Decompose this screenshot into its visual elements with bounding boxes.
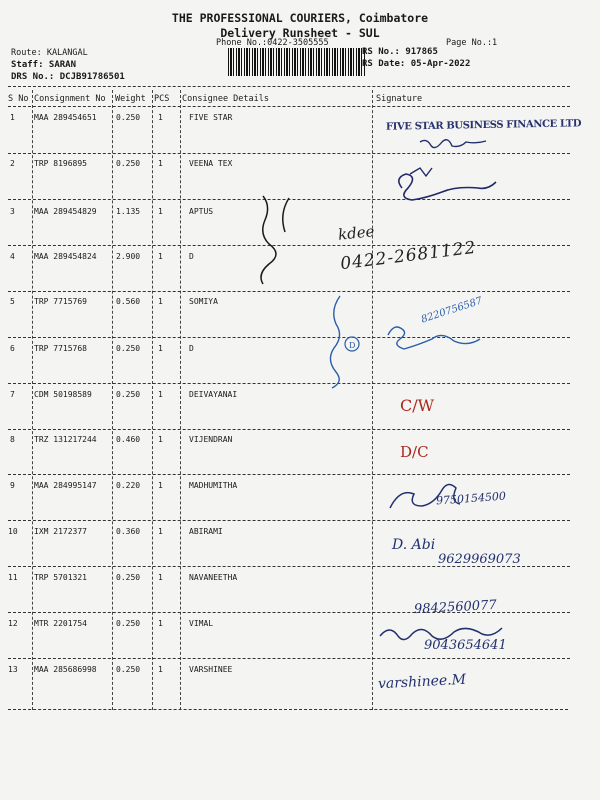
phone-number: Phone No.:0422-3505555: [216, 38, 329, 48]
barcode: [228, 48, 366, 76]
rs-date: RS Date: 05-Apr-2022: [362, 59, 471, 69]
table-row: [0, 435, 600, 455]
row-pcs: 1: [158, 573, 163, 582]
row-pcs: 1: [158, 159, 163, 168]
row-sno: 2: [10, 159, 15, 168]
signatures-svg: [380, 130, 570, 430]
row-consignee: VIMAL: [189, 619, 214, 628]
row-consignee: ABIRAMI: [189, 527, 223, 536]
stamp-five-star: FIVE STAR BUSINESS FINANCE LTD: [385, 118, 582, 133]
row-consignee: SOMIYA: [189, 297, 218, 306]
signature-row2-mark: [410, 168, 432, 176]
row-consignment: TRP 7715769: [34, 297, 87, 306]
rs-number: RS No.: 917865: [362, 47, 438, 57]
row-rule: [8, 474, 570, 475]
row-consignment: TRP 8196895: [34, 159, 87, 168]
row-consignment: TRP 7715768: [34, 344, 87, 353]
table-row: [0, 527, 600, 547]
col-weight: Weight: [115, 94, 146, 104]
handwriting-cw: C/W: [400, 396, 435, 415]
signature-row1: [420, 140, 486, 148]
row-weight: 0.250: [116, 159, 141, 168]
row-pcs: 1: [158, 297, 163, 306]
signature-row2: [399, 174, 496, 200]
row-pcs: 1: [158, 344, 163, 353]
row-weight: 0.250: [116, 344, 141, 353]
row-consignee: D: [189, 252, 194, 261]
brace-rows-5-6: [322, 292, 362, 392]
row-pcs: 1: [158, 252, 163, 261]
route-label: Route: KALANGAL: [11, 48, 88, 58]
row-weight: 0.560: [116, 297, 141, 306]
header-top-rule: [8, 86, 570, 87]
row-consignee: VARSHINEE: [189, 665, 233, 674]
row-sno: 5: [10, 297, 15, 306]
col-consignment: Consignment No: [34, 94, 106, 104]
row-consignment: MTR 2201754: [34, 619, 87, 628]
row-consignee: APTUS: [189, 207, 214, 216]
row-consignee: DEIVAYANAI: [189, 390, 238, 399]
company-title: THE PROFESSIONAL COURIERS, Coimbatore: [171, 11, 429, 25]
handwriting-phone-9842: 9842560077: [413, 597, 498, 618]
row-sno: 8: [10, 435, 15, 444]
row-consignee: VEENA TEX: [189, 159, 233, 168]
row-consignment: CDM 50198589: [34, 390, 92, 399]
row-weight: 0.250: [116, 390, 141, 399]
row-weight: 0.250: [116, 113, 141, 122]
row-sno: 11: [8, 573, 18, 582]
staff-label: Staff: SARAN: [11, 60, 77, 70]
row-consignment: MAA 289454651: [34, 113, 97, 122]
col-pcs: PCS: [154, 94, 170, 104]
sheet-title: Delivery Runsheet - SUL: [220, 26, 380, 40]
handwriting-d-abi: D. Abi: [392, 537, 436, 553]
row-sno: 12: [8, 619, 18, 628]
row-sno: 13: [8, 665, 18, 674]
svg-text:D: D: [349, 341, 356, 350]
header-bottom-rule: [8, 106, 570, 107]
handwriting-phone-8220: 8220756587: [419, 295, 484, 326]
row-weight: 0.250: [116, 619, 141, 628]
drs-number: DRS No.: DCJB91786501: [11, 72, 125, 82]
row-consignment: MAA 285686998: [34, 665, 97, 674]
row-consignee: FIVE STAR: [189, 113, 233, 122]
row-sno: 3: [10, 207, 15, 216]
table-row: [0, 619, 600, 639]
row-consignment: MAA 289454824: [34, 252, 97, 261]
row-sno: 1: [10, 113, 15, 122]
handwriting-phone-9043: 9043654641: [424, 638, 507, 653]
row-pcs: 1: [158, 527, 163, 536]
signature-row5: [388, 327, 480, 349]
row-consignment: MAA 284995147: [34, 481, 97, 490]
row-rule: [8, 709, 568, 710]
row-pcs: 1: [158, 113, 163, 122]
row-consignment: TRZ 131217244: [34, 435, 97, 444]
table-row: [0, 481, 600, 501]
row-rule: [8, 658, 570, 659]
row-sno: 6: [10, 344, 15, 353]
row-sno: 10: [8, 527, 18, 536]
row-weight: 0.360: [116, 527, 141, 536]
brace-rows-3-4: [255, 192, 295, 287]
row-pcs: 1: [158, 207, 163, 216]
row-consignee: MADHUMITHA: [189, 481, 238, 490]
row-weight: 0.250: [116, 665, 141, 674]
row-weight: 0.220: [116, 481, 141, 490]
table-row: [0, 573, 600, 593]
handwriting-kdee: kdee: [337, 222, 376, 244]
row-consignment: IXM 2172377: [34, 527, 87, 536]
handwriting-phone-9750: 9750154500: [435, 489, 507, 508]
row-sno: 7: [10, 390, 15, 399]
row-consignee: NAVANEETHA: [189, 573, 238, 582]
row-consignment: MAA 289454829: [34, 207, 97, 216]
table-row: [0, 665, 600, 685]
row-pcs: 1: [158, 481, 163, 490]
row-pcs: 1: [158, 665, 163, 674]
row-consignee: VIJENDRAN: [189, 435, 233, 444]
row-consignment: TRP 5701321: [34, 573, 87, 582]
row-consignee: D: [189, 344, 194, 353]
row-pcs: 1: [158, 390, 163, 399]
handwriting-dc: D/C: [400, 443, 429, 461]
handwriting-varshinee: varshinee.M: [377, 671, 467, 693]
row-sno: 4: [10, 252, 15, 261]
row-sno: 9: [10, 481, 15, 490]
row-pcs: 1: [158, 435, 163, 444]
col-consignee: Consignee Details: [182, 94, 269, 104]
col-sno: S No: [8, 94, 29, 104]
row-weight: 0.460: [116, 435, 141, 444]
row-weight: 2.900: [116, 252, 141, 261]
row-rule: [8, 520, 570, 521]
row-pcs: 1: [158, 619, 163, 628]
handwriting-phone-9629: 9629969073: [438, 552, 521, 567]
row-weight: 0.250: [116, 573, 141, 582]
col-signature: Signature: [376, 94, 423, 104]
page-number: Page No.:1: [446, 38, 498, 48]
row-weight: 1.135: [116, 207, 141, 216]
handwriting-phone-0422: 0422-2681122: [339, 237, 478, 275]
